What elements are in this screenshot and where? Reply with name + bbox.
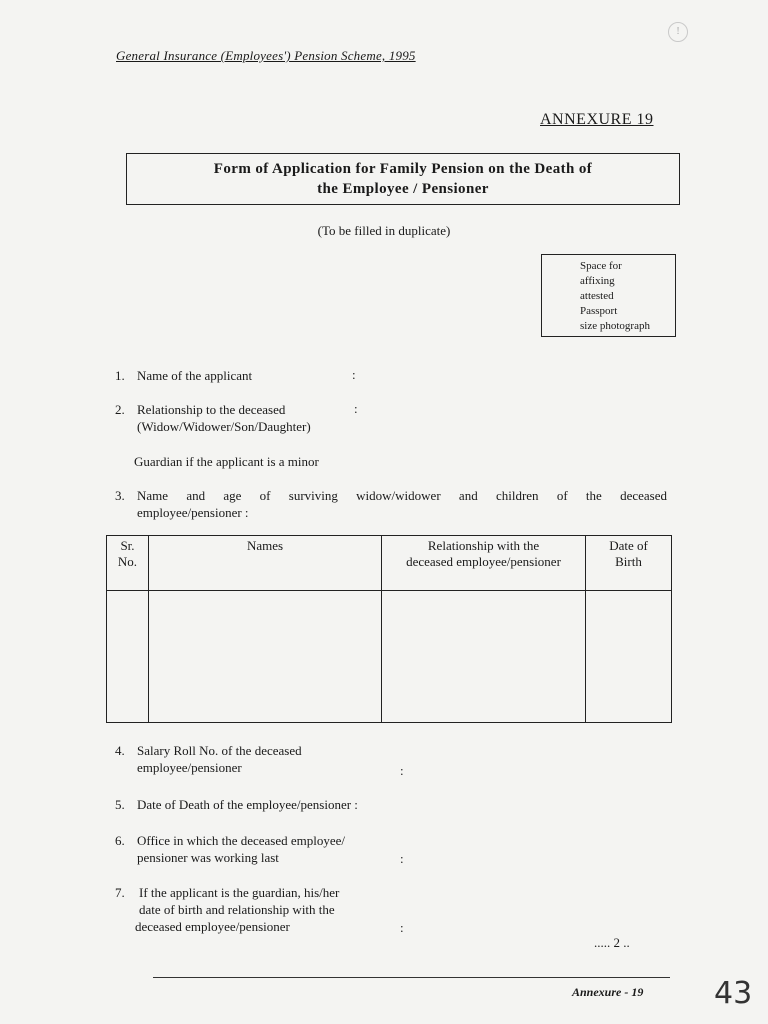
table-header-row <box>107 536 672 591</box>
answer-colon: : <box>400 763 404 778</box>
answer-colon: : <box>400 851 404 866</box>
question-text: deceased employee/pensioner <box>135 919 290 934</box>
guardian-note: Guardian if the applicant is a minor <box>134 454 319 469</box>
continued-page-marker: ..... 2 .. <box>594 935 630 950</box>
question-number: 7. <box>115 885 125 900</box>
family-members-table <box>106 535 672 723</box>
question-number: 2. <box>115 402 125 417</box>
question-1 <box>115 367 252 384</box>
question-text: Name of the applicant <box>137 368 253 383</box>
question-number: 3. <box>115 488 125 503</box>
table-cell[interactable] <box>586 591 672 723</box>
question-text: employee/pensioner : <box>137 505 249 520</box>
table-cell[interactable] <box>382 591 586 723</box>
question-text: Relationship to the deceased <box>137 402 286 417</box>
question-4 <box>115 742 302 776</box>
question-number: 5. <box>115 797 125 812</box>
question-text: employee/pensioner <box>137 760 242 775</box>
photo-box-line: Space for <box>580 260 622 272</box>
header-names: Names <box>149 536 382 591</box>
question-text: If the applicant is the guardian, his/her <box>139 885 340 900</box>
form-title-line-1: Form of Application for Family Pension on the Death of <box>213 161 593 177</box>
question-2 <box>115 401 311 435</box>
question-text: date of birth and relationship with the <box>139 902 335 917</box>
fill-instruction: (To be filled in duplicate) <box>317 223 451 238</box>
photo-box-line: attested <box>580 290 614 302</box>
question-7 <box>115 884 339 935</box>
photo-box-line: size photograph <box>580 320 650 332</box>
table-cell[interactable] <box>107 591 149 723</box>
question-number: 4. <box>115 743 125 758</box>
question-3 <box>115 487 667 521</box>
question-text: Salary Roll No. of the deceased <box>137 743 302 758</box>
handwritten-folio-number: 43 <box>714 976 753 1011</box>
answer-colon: : <box>352 367 356 382</box>
question-text: Name and age of surviving widow/widower and children of the deceased <box>137 488 667 503</box>
question-text: (Widow/Widower/Son/Daughter) <box>137 419 311 434</box>
annexure-label: ANNEXURE 19 <box>540 111 654 128</box>
answer-colon: : <box>354 401 358 416</box>
question-text: pensioner was working last <box>137 850 279 865</box>
question-text: Office in which the deceased employee/ <box>137 833 346 848</box>
question-text: Date of Death of the employee/pensioner : <box>137 797 358 812</box>
header-date-of-birth: Date of Birth <box>586 536 672 591</box>
photo-box <box>541 254 676 337</box>
question-number: 6. <box>115 833 125 848</box>
scheme-title: General Insurance (Employees') Pension Scheme, 1995 <box>116 48 416 63</box>
page-corner-mark: ! <box>668 22 688 42</box>
footer-divider <box>153 977 670 978</box>
question-5 <box>115 796 358 813</box>
form-title-line-2: the Employee / Pensioner <box>317 181 489 197</box>
answer-colon: : <box>400 920 404 935</box>
photo-box-line: Passport <box>580 305 618 317</box>
question-number: 1. <box>115 368 125 383</box>
footer-reference: Annexure - 19 <box>572 985 644 999</box>
table-row <box>107 591 672 723</box>
form-title-box <box>126 153 680 205</box>
header-sr-no: Sr. No. <box>107 536 149 591</box>
photo-box-line: affixing <box>580 275 615 287</box>
table-cell[interactable] <box>149 591 382 723</box>
header-relationship: Relationship with the deceased employee/pensioner <box>382 536 586 591</box>
question-6 <box>115 832 345 866</box>
